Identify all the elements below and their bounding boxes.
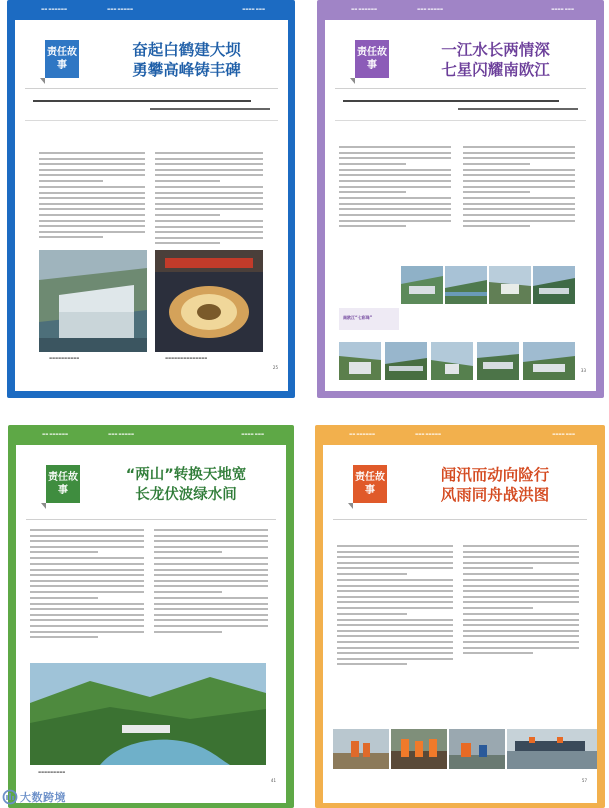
lead-quote <box>33 100 270 106</box>
header-text: ▬▬▬▬ ▬▬▬ <box>241 432 264 436</box>
page-header-bar <box>315 425 605 445</box>
story-title <box>403 465 587 505</box>
hydropower-photo <box>401 266 443 304</box>
hydropower-photo <box>339 342 381 380</box>
header-text: ▬▬▬ ▬▬▬▬▬ <box>415 432 441 436</box>
story-tag-label: 责任故事 <box>355 472 385 496</box>
photo-caption: ▬▬▬▬▬▬▬▬▬▬▬▬▬▬ <box>165 356 208 360</box>
body-text-column <box>30 529 144 642</box>
report-spread-3 <box>8 425 294 808</box>
page-number: 33 <box>580 368 586 373</box>
story-tag <box>355 40 389 78</box>
report-spread-2 <box>317 0 604 398</box>
divider <box>26 519 276 520</box>
lead-quote <box>343 100 578 106</box>
hydropower-photo <box>477 342 519 380</box>
turbine-hall-photo <box>155 250 263 352</box>
page-header-bar <box>7 0 295 20</box>
hydropower-photo <box>385 342 427 380</box>
story-title-line1: 奋起白鹤建大坝 <box>132 41 241 59</box>
header-text: ▬▬▬ ▬▬▬▬▬ <box>107 7 133 11</box>
header-text: ▬▬ ▬▬▬▬▬▬ <box>351 7 377 11</box>
report-spread-1 <box>7 0 295 398</box>
hydropower-photo <box>489 266 531 304</box>
header-text: ▬▬ ▬▬▬▬▬▬ <box>41 7 67 11</box>
story-title-line1: “两山”转换天地宽 <box>125 467 247 483</box>
hydropower-photo <box>445 266 487 304</box>
story-title-line1: 闻汛而动向险行 <box>440 466 550 484</box>
photo-caption: ▬▬▬▬▬▬▬▬▬ <box>38 770 66 774</box>
body-text-column <box>337 545 453 669</box>
report-spread-4 <box>315 425 605 808</box>
dam-spillway-photo <box>39 250 147 352</box>
green-valley-reservoir-photo <box>30 663 266 765</box>
watermark-text: 大数跨境 <box>20 791 66 804</box>
body-text-column <box>39 152 145 242</box>
flood-rescue-photo <box>449 729 505 769</box>
story-tag-label: 责任故事 <box>48 472 78 496</box>
divider <box>25 88 278 89</box>
page-number: 25 <box>272 365 278 370</box>
header-text: ▬▬▬▬ ▬▬▬ <box>552 432 575 436</box>
quote-source <box>458 108 578 114</box>
hydropower-photo <box>431 342 473 380</box>
divider <box>335 120 586 121</box>
body-text-column <box>463 545 579 658</box>
header-text: ▬▬▬▬ ▬▬▬ <box>551 7 574 11</box>
page-header-bar <box>8 425 294 445</box>
header-text: ▬▬▬ ▬▬▬▬▬ <box>417 7 443 11</box>
hydropower-photo <box>523 342 575 380</box>
header-text: ▬▬ ▬▬▬▬▬▬ <box>42 432 68 436</box>
section-label-box <box>339 308 399 330</box>
quote-source <box>150 108 270 114</box>
story-title-line1: 一江水长两情深 <box>441 41 550 59</box>
story-title <box>95 40 278 80</box>
page-paper <box>15 20 288 391</box>
divider <box>25 120 278 121</box>
logo-icon <box>2 789 18 805</box>
page-number: 41 <box>270 778 276 783</box>
header-text: ▬▬▬ ▬▬▬▬▬ <box>108 432 134 436</box>
watermark-logo <box>2 789 66 805</box>
story-tag <box>46 465 80 503</box>
divider <box>333 519 587 520</box>
flood-rescue-photo <box>391 729 447 769</box>
story-title-line2: 勇攀高峰铸丰碑 <box>132 61 241 79</box>
story-title-line2: 风雨同舟战洪图 <box>440 486 550 504</box>
page-number: 57 <box>581 778 587 783</box>
story-tag <box>353 465 387 503</box>
page-paper <box>325 20 596 391</box>
body-text-column <box>155 152 263 248</box>
hydropower-photo <box>533 266 575 304</box>
flood-rescue-photo <box>333 729 389 769</box>
photo-caption: ▬▬▬▬▬▬▬▬▬▬ <box>49 356 80 360</box>
page-paper <box>16 445 286 803</box>
flood-rescue-photo <box>507 729 597 769</box>
story-title-line2: 长龙伏波绿水间 <box>135 487 237 503</box>
divider <box>335 88 586 89</box>
section-label: 南欧江“七彩珠” <box>343 315 373 320</box>
story-title-line2: 七星闪耀南欧江 <box>441 61 550 79</box>
body-text-column <box>339 146 451 231</box>
story-tag-label: 责任故事 <box>357 47 387 71</box>
story-tag-label: 责任故事 <box>47 47 77 71</box>
story-title <box>405 40 586 80</box>
body-text-column <box>463 146 575 231</box>
header-text: ▬▬▬▬ ▬▬▬ <box>242 7 265 11</box>
story-title <box>96 465 276 505</box>
page-paper <box>323 445 597 803</box>
body-text-column <box>154 529 268 636</box>
page-header-bar <box>317 0 604 20</box>
header-text: ▬▬ ▬▬▬▬▬▬ <box>349 432 375 436</box>
story-tag <box>45 40 79 78</box>
